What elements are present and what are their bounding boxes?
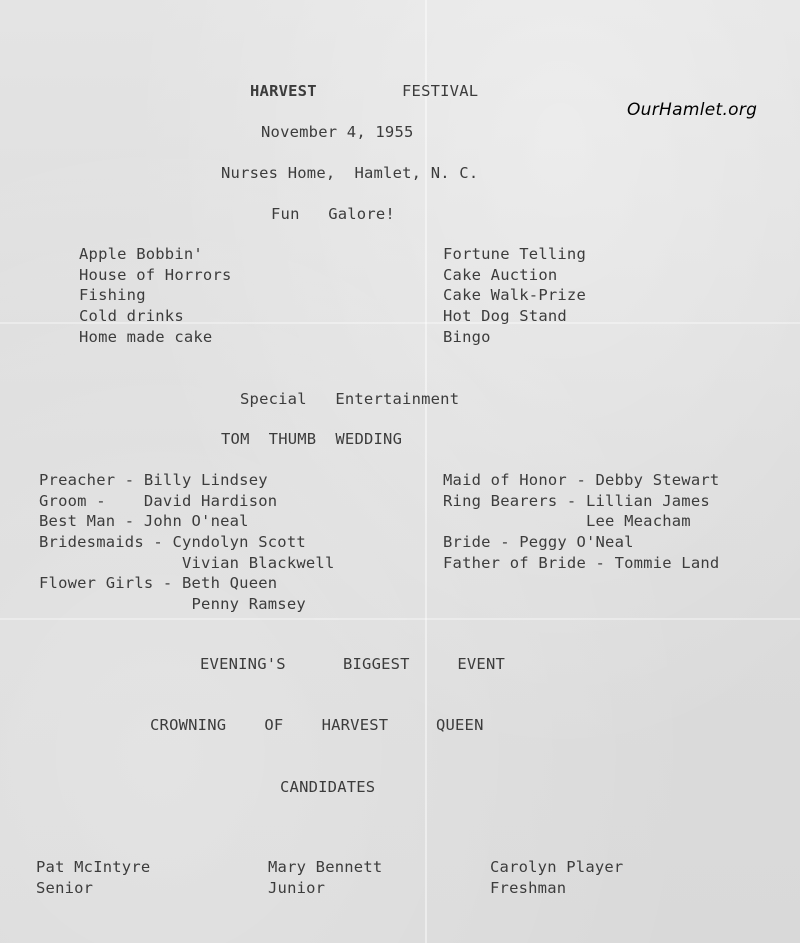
candidates-heading: CANDIDATES — [280, 778, 376, 796]
cast-line: Bride - Peggy O'Neal — [443, 533, 634, 552]
list-item: Apple Bobbin' — [79, 245, 203, 263]
list-item: House of Horrors — [79, 265, 232, 284]
cast-line: Preacher - Billy Lindsey — [39, 471, 268, 489]
event-location: Nurses Home, Hamlet, N. C. — [221, 164, 479, 182]
cast-line: Maid of Honor - Debby Stewart — [443, 471, 720, 489]
paper-fold — [0, 618, 800, 620]
activities-right — [443, 244, 586, 347]
activities-left — [79, 244, 232, 347]
candidate-class: Freshman — [490, 878, 567, 897]
crowning-heading: CROWNING OF HARVEST QUEEN — [150, 716, 484, 734]
list-item: Hot Dog Stand — [443, 307, 567, 326]
title-festival: FESTIVAL — [402, 82, 479, 100]
cast-line: Lee Meacham — [443, 512, 691, 531]
list-item: Fortune Telling — [443, 245, 586, 263]
cast-line: Bridesmaids - Cyndolyn Scott — [39, 533, 306, 552]
cast-line: Ring Bearers - Lillian James — [443, 491, 710, 510]
paper-fold — [425, 0, 427, 943]
wedding-cast-left — [39, 470, 335, 615]
candidate-name: Carolyn Player — [490, 858, 624, 876]
list-item: Home made cake — [79, 327, 213, 346]
candidate-class: Junior — [268, 878, 326, 897]
cast-line: Best Man - John O'neal — [39, 512, 249, 531]
candidate — [36, 857, 150, 898]
entertainment-heading: Special Entertainment — [240, 390, 460, 408]
list-item: Cake Walk-Prize — [443, 286, 586, 305]
candidate-name: Mary Bennett — [268, 858, 383, 876]
list-item: Cold drinks — [79, 307, 184, 326]
candidate-name: Pat McIntyre — [36, 858, 151, 876]
cast-line: Flower Girls - Beth Queen — [39, 574, 278, 593]
list-item: Cake Auction — [443, 265, 558, 284]
cast-line: Groom - David Hardison — [39, 491, 278, 510]
candidate — [268, 857, 382, 898]
cast-line: Father of Bride - Tommie Land — [443, 553, 720, 572]
event-heading: EVENING'S BIGGEST EVENT — [200, 655, 506, 673]
cast-line: Penny Ramsey — [39, 595, 306, 614]
list-item: Bingo — [443, 327, 491, 346]
list-item: Fishing — [79, 286, 146, 305]
candidate — [490, 857, 623, 898]
wedding-cast-right — [443, 470, 719, 573]
event-date: November 4, 1955 — [261, 123, 414, 141]
tagline: Fun Galore! — [271, 205, 395, 223]
cast-line: Vivian Blackwell — [39, 553, 335, 572]
entertainment-subheading: TOM THUMB WEDDING — [221, 430, 403, 448]
watermark: OurHamlet.org — [627, 100, 758, 120]
candidate-class: Senior — [36, 878, 94, 897]
title-harvest: HARVEST — [250, 82, 317, 100]
